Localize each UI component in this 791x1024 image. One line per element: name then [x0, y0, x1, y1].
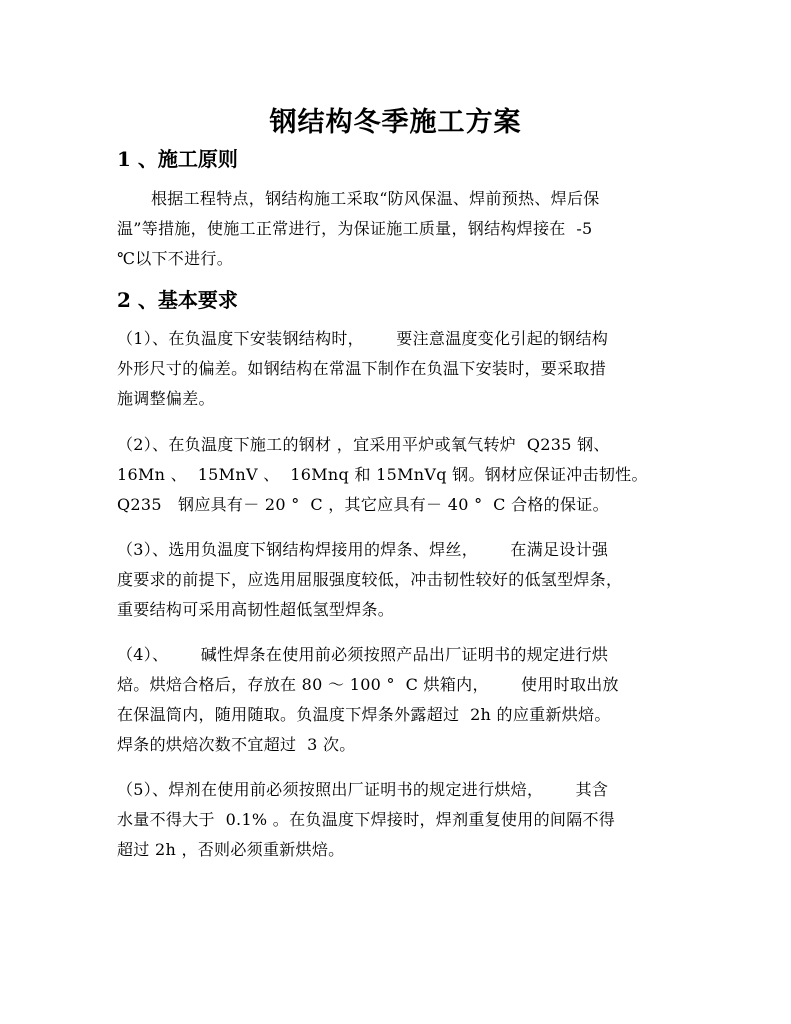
- section-heading-1: 1 、施工原则: [117, 147, 238, 171]
- paragraph-line: （1）、在负温度下安装钢结构时， 要注意温度变化引起的钢结构: [117, 329, 609, 348]
- paragraph-line: 度要求的前提下，应选用屈服强度较低，冲击韧性较好的低氢型焊条，: [117, 570, 623, 589]
- paragraph-line: 外形尺寸的偏差。如钢结构在常温下制作在负温下安装时，要采取措: [117, 359, 607, 378]
- paragraph-line: ℃以下不进行。: [117, 249, 233, 268]
- paragraph-line: 重要结构可采用高韧性超低氢型焊条。: [117, 600, 395, 619]
- paragraph-line: Q235 钢应具有－ 20 ° C ，其它应具有－ 40 ° C 合格的保证。: [117, 495, 609, 514]
- requirement-item-2: [117, 430, 667, 520]
- paragraph-line: 焙。烘焙合格后，存放在 80 ～ 100 ° C 烘箱内， 使用时取出放: [117, 675, 619, 694]
- section-heading-2: 2 、基本要求: [117, 288, 238, 312]
- document-title: 钢结构冬季施工方案: [269, 107, 522, 138]
- paragraph-line: 16Mn 、 15MnV 、 16Mnq 和 15MnVq 钢。钢材应保证冲击韧性。: [117, 465, 648, 484]
- paragraph-line: 温”等措施，使施工正常进行，为保证施工质量，钢结构焊接在 -5: [117, 219, 593, 238]
- paragraph-line: （2）、在负温度下施工的钢材 ，宜采用平炉或氧气转炉 Q235 钢、: [117, 435, 610, 454]
- paragraph-line: 超过 2h ，否则必须重新烘焙。: [117, 840, 345, 859]
- paragraph-line: （3）、选用负温度下钢结构焊接用的焊条、焊丝， 在满足设计强: [117, 540, 609, 559]
- paragraph-line: 根据工程特点，钢结构施工采取“防风保温、焊前预热、焊后保: [151, 189, 600, 208]
- paragraph-line: 焊条的烘焙次数不宜超过 3 次。: [117, 735, 356, 754]
- paragraph-line: （5）、焊剂在使用前必须按照出厂证明书的规定进行烘焙， 其含: [117, 780, 609, 799]
- paragraph-line: 在保温筒内，随用随取。负温度下焊条外露超过 2h 的应重新烘焙。: [117, 705, 611, 724]
- requirement-item-1: [117, 324, 667, 414]
- requirement-item-4: [117, 640, 667, 760]
- paragraph-line: 施调整偏差。: [117, 389, 215, 408]
- requirement-item-5: [117, 775, 667, 865]
- requirement-item-3: [117, 535, 667, 625]
- section-1-paragraph: [117, 184, 667, 274]
- paragraph-line: （4）、 碱性焊条在使用前必须按照产品出厂证明书的规定进行烘: [117, 645, 609, 664]
- paragraph-line: 水量不得大于 0.1% 。在负温度下焊接时，焊剂重复使用的间隔不得: [117, 810, 616, 829]
